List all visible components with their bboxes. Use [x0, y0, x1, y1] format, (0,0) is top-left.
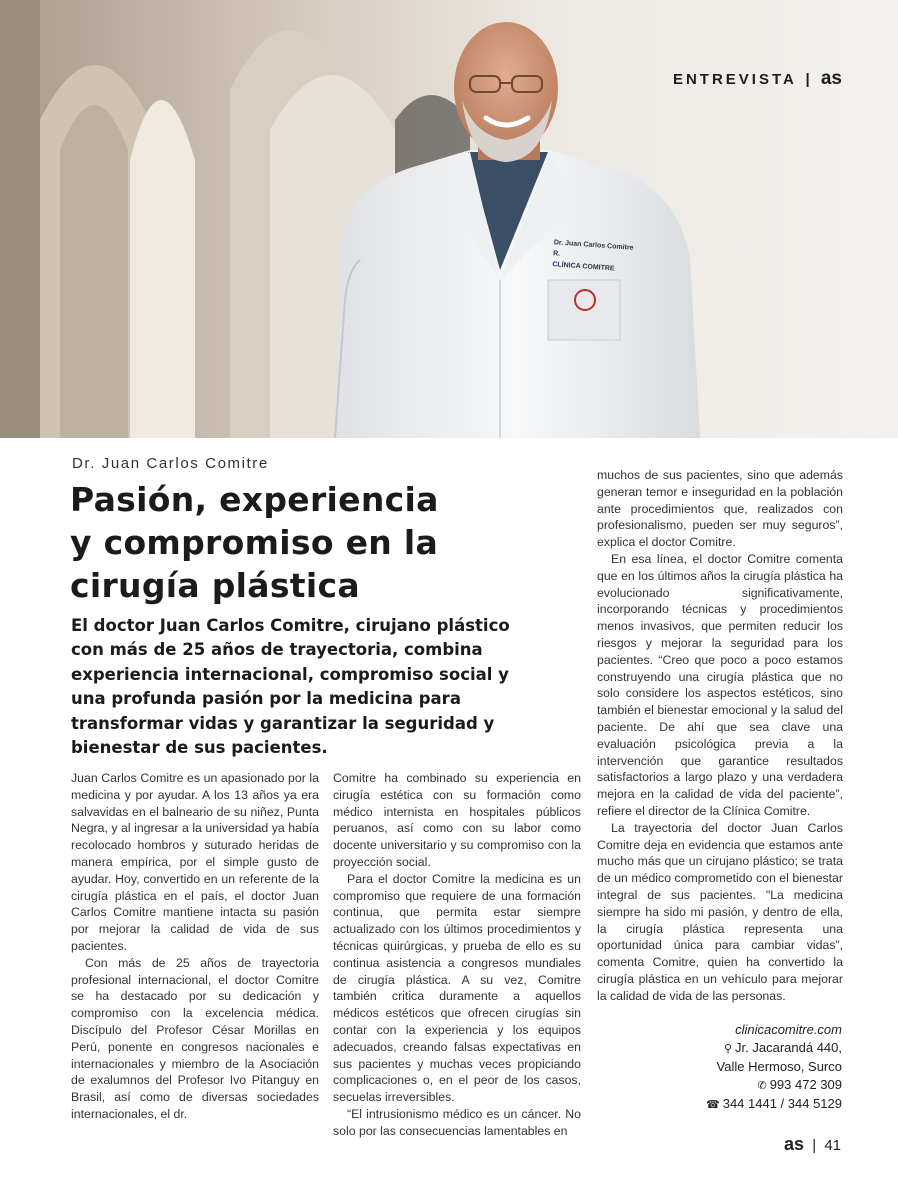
body-column-3: [597, 467, 843, 1005]
paragraph: En esa línea, el doctor Comitre comenta que en los últimos años la cirugía plástica ha evolucionado significativamente, incorporando técnicas y procedimientos menos invasivos, que permiten reducir los riesgos y mejorar la seguridad para los pacientes. “Creo que poco a poco estamos construyendo una cirugía plástica que no solo considere los aspectos estéticos, sino también el bienestar emocional y la salud del paciente. De ahí que sea clave una evaluación psicológica previa a la intervención que garantice resultados satisfactorios a largo plazo y una verdadera mejora en la calidad de vida del paciente”, refiere el director de la Clínica Comitre.: [597, 551, 843, 818]
website-link[interactable]: clinicacomitre.com: [735, 1022, 842, 1037]
footer-separator: |: [812, 1137, 817, 1154]
headline-line-1: Pasión, experiencia: [70, 480, 439, 519]
body-column-1: [71, 770, 319, 1123]
map-pin-icon: ⚲: [723, 1042, 733, 1055]
article-lead: El doctor Juan Carlos Comitre, cirujano plástico con más de 25 años de trayectoria, combina experiencia internacional, compromiso social y una profunda pasión por la medicina para transformar vidas y garantizar la seguridad y bienestar de sus pacientes.: [71, 616, 510, 758]
address-text: Jr. Jacarandá 440,: [735, 1039, 842, 1055]
contact-block: [602, 1021, 842, 1115]
paragraph: muchos de sus pacientes, sino que además generan temor e inseguridad en la población ante procedimientos que, realizados con profesionalismo, pueden ser muy seguros”, explica el doctor Comitre.: [597, 468, 843, 550]
paragraph: Para el doctor Comitre la medicina es un compromiso que requiere de una formación continua, que permita estar siempre actualizado con los últimos procedimientos y técnicas quirúrgicas, y prueba de ello es su continua asistencia a congresos mundiales de cirugía plástica. A su vez, Comitre también critica duramente a aquellos médicos estéticos que ofrecen cirugías sin contar con la experiencia y los equipos adecuados, creando falsas expectativas en sus pacientes y muchas veces propiciando complicaciones o, en el peor de los casos, secuelas irreversibles.: [333, 871, 581, 1105]
address-line-2: Valle Hermoso, Surco: [716, 1059, 842, 1074]
phone-icon: ☎: [706, 1099, 720, 1111]
page-folio: [784, 1134, 841, 1155]
hero-photo: [0, 0, 898, 438]
page-number: 41: [824, 1137, 841, 1154]
coat-embroidery: [552, 237, 634, 276]
phone-line: [602, 1095, 842, 1115]
footer-brand-logo: as: [784, 1134, 805, 1154]
whatsapp-line: [602, 1076, 842, 1096]
whatsapp-icon: ✆: [757, 1079, 767, 1092]
paragraph: Juan Carlos Comitre es un apasionado por la medicina y por ayudar. A los 13 años ya era salvavidas en el balneario de su niñez, Punta Negra, y al ingresar a la universidad ya había recolocado hombros y suturado heridas de manera empírica, por el simple gusto de ayudar. Hoy, convertido en un referente de la cirugía plástica en el país, el doctor Juan Carlos Comitre mantiene intacta su pasión por mejorar la calidad de vida de sus pacientes.: [71, 771, 319, 953]
headline-line-2: y compromiso en la: [70, 523, 439, 562]
paragraph: Con más de 25 años de trayectoria profesional internacional, el doctor Comitre se ha destacado por su dedicación y compromiso con la excelencia médica. Discípulo del Profesor César Morillas en Perú, ponente en congresos nacionales e internacionales y miembro de la Asociación de exalumnos del Profesor Ivo Pitanguy en Brasil, así como de diversas sociedades internacionales, el dr.: [71, 955, 319, 1121]
coat-name: Dr. Juan Carlos Comitre R.: [552, 239, 634, 258]
paragraph: La trayectoria del doctor Juan Carlos Comitre deja en evidencia que estamos ante mucho más que un cirujano plástico; se trata de un médico comprometido con el bienestar integral de sus pacientes. "La medicina siempre ha sido mi pasión, y dentro de ella, la cirugía plástica representa una oportunidad única para cambiar vidas”, comenta Comitre, quien ha convertido la cirugía plástica en un vehículo para mejorar la calidad de vida de las personas.: [597, 820, 843, 1003]
headline-line-3: cirugía plástica: [70, 566, 360, 605]
paragraph: “El intrusionismo médico es un cáncer. No solo por las consecuencias lamentables en: [333, 1106, 581, 1138]
kicker-separator: |: [805, 71, 810, 88]
section-kicker: [673, 68, 842, 90]
phone-numbers[interactable]: 344 1441 / 344 5129: [722, 1096, 842, 1111]
section-label: ENTREVISTA: [672, 71, 797, 88]
whatsapp-number[interactable]: 993 472 309: [769, 1076, 842, 1092]
paragraph: Comitre ha combinado su experiencia en cirugía estética con su formación como médico internista en hospitales públicos peruanos, así como con su labor como docente universitario y su compromiso con la proyección social.: [333, 771, 581, 869]
interview-subject: Dr. Juan Carlos Comitre: [72, 455, 269, 472]
brand-logo: as: [820, 68, 842, 89]
coat-clinic: CLÍNICA COMITRE: [552, 261, 615, 273]
body-column-2: [333, 770, 581, 1140]
article-headline: [70, 478, 510, 607]
portrait-illustration: [0, 0, 898, 438]
address-line-1: [602, 1039, 842, 1059]
